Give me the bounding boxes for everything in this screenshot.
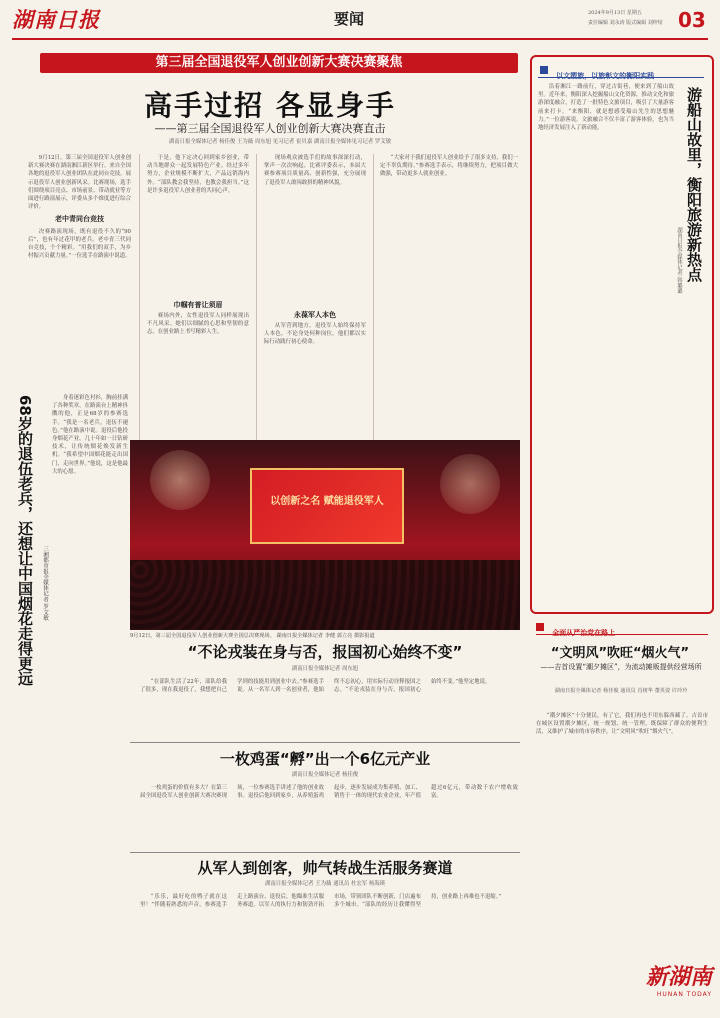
column-divider xyxy=(373,154,374,444)
story2-text xyxy=(140,678,518,744)
tag-icon xyxy=(540,66,548,74)
lead-column-3 xyxy=(264,154,366,300)
right-panel xyxy=(530,55,714,614)
lead-paragraph: 于是，他下定决心回到家乡创业，带动当地群众一起发展特色产业。经过多年努力，企业规模不断扩大，产品远销海内外。“部队教会我坚持，也教会我担当。”这是许多退役军人创业者的共同心声。 xyxy=(147,155,249,194)
watermark-logo: 新湖南 xyxy=(645,965,712,990)
right-story2-paragraph: “潮夕摊区”十分便民，有了它，我们再也不用东躲西藏了。吉首市在城区设置潮夕摊区，统一规划、统一管理，既保障了群众的便利生活，又维护了城市的市容秩序，让“文明风”吹旺“烟火气”。 xyxy=(536,713,708,736)
story3-byline: 湖南日报全媒体记者 杨佳俊 xyxy=(291,772,359,778)
right-story2-byline: 湖南日报全媒体记者 杨佳俊 通讯员 肖树华 董英姿 许玲玲 xyxy=(554,688,688,694)
story4-title: 从军人到创客，帅气转战生活服务赛道 xyxy=(197,859,453,877)
lead-column-3b xyxy=(264,322,366,442)
right-story2-title: “文明风”吹旺“烟火气” xyxy=(550,646,690,661)
staff-line: 责任编辑 刘永涛 版式编辑 刘梓煊 xyxy=(588,20,663,26)
lead-column-2b xyxy=(147,312,249,432)
vertical-story-byline: 三湘都市报全媒体记者 罗艾敏 xyxy=(42,546,48,621)
story3-text xyxy=(140,784,518,852)
panel-tag xyxy=(538,63,704,78)
banner-text: 第三届全国退役军人创业创新大赛决赛聚焦 xyxy=(155,55,403,70)
right-story2-tag-text: 全面从严治党在路上 xyxy=(552,629,616,637)
vertical-story-text xyxy=(52,394,128,984)
stage-light xyxy=(440,454,500,514)
audience xyxy=(130,560,520,630)
column-divider xyxy=(139,154,140,444)
panel-text xyxy=(538,83,674,603)
lead-paragraph: 现场观众被选手们的故事深深打动，掌声一次次响起。比赛评委表示，本届大赛参赛项目质量高、创新性强，充分展现了退役军人敢闯敢拼的精神风貌。 xyxy=(264,155,366,186)
stage-screen xyxy=(250,468,404,544)
stage-light xyxy=(150,450,210,510)
photo-caption: 9月12日，第三届全国退役军人创业创新大赛全国总决赛现场。 湖南日报全媒体记者 李健 郭立亮 摄影报道 xyxy=(130,633,375,639)
story4-text xyxy=(140,893,518,1013)
vertical-story-title: 68岁的退伍老兵，还想让中国烟花走得更远 xyxy=(16,395,34,686)
lead-paragraph: 决赛路演现场，既有退役不久的“90后”，也有年过花甲的老兵。老中青三代同台竞技，个个精彩。“用我们的双手，为乡村振兴贡献力量。”一位选手在路演中说道。 xyxy=(28,228,131,260)
page-number: 03 xyxy=(678,8,706,32)
lead-subheading-3: 永葆军人本色 xyxy=(294,311,336,319)
lead-paragraph: 从军营到地方，退役军人始终保持军人本色。不论身处何种岗位，他们都以实际行动践行初心使命。 xyxy=(264,323,366,346)
masthead-rule xyxy=(12,38,708,40)
lead-byline: 湖南日报全媒体记者 杨佳俊 王为薇 周东旭 见习记者 崔贝嘉 湖南日报全媒体见习记者 罗艾敏 xyxy=(168,139,392,145)
story3-title: 一枚鸡蛋“孵”出一个6亿元产业 xyxy=(219,750,431,768)
story4-paragraph: “乐乐，最好吃的鸭子就在这里！”伴随着熟悉的声音，参赛选手走上路演台。退役后，他瞄准生活服务赛道，以军人的执行力和韧劲开拓市场，带领团队不断创新，门店遍布多个城市。“部队的经历让我懂得坚持，创业路上再难也不退缩。” xyxy=(140,894,502,909)
story3-paragraph: 一枚鸡蛋的价值有多大？在第三届全国退役军人创业创新大赛决赛现场，一位参赛选手讲述了他的创业故事。退役后他回到家乡，从养殖蛋鸡起步，逐步发展成为集养殖、加工、销售于一体的现代农业企业，年产值超过6亿元，带动数千农户增收致富。 xyxy=(140,785,518,800)
watermark-url: HUNAN TODAY xyxy=(656,991,712,998)
panel-title: 游船山故里，衡阳旅游新热点 xyxy=(685,87,703,282)
brand-watermark xyxy=(600,960,712,1012)
date-line: 2024年9月13日 星期五 xyxy=(588,10,642,16)
story-divider xyxy=(130,852,520,853)
newspaper-logo: 湖南日报 xyxy=(12,7,100,32)
right-story2-tag xyxy=(536,620,708,635)
lead-title: 高手过招 各显身手 xyxy=(144,89,396,122)
section-title: 要闻 xyxy=(334,10,365,28)
lead-column-4 xyxy=(380,154,518,438)
story2-title: “不论戎装在身与否，报国初心始终不变” xyxy=(187,643,463,661)
lead-subheading-1: 老中青同台竞技 xyxy=(55,215,104,224)
topic-banner xyxy=(40,53,518,73)
vertical-story-paragraph: 身着迷彩色衬衫，胸前挂满了各种奖章，在路演台上精神抖擞的他，正是68岁的参赛选手。“我是一名老兵，退伍不褪色。”他在路演中说。退役后他投身烟花产业，几十年如一日钻研技术，让传统烟花焕发新生机。“我希望中国烟花能走出国门，走向世界。”他说，这是他最大的心愿。 xyxy=(52,395,128,475)
tag-icon xyxy=(536,623,544,631)
panel-paragraph: 沿着湘江一路前行，穿过古街巷，便来到了船山故里。近年来，衡阳深入挖掘船山文化资源，推动文化和旅游深度融合，打造了一批特色文旅项目，吸引了大量游客前来打卡。“来衡阳，就是想感受船山先生的思想魅力。”一位游客说。文旅融合不仅丰富了游客体验，也为当地经济发展注入了新动能。 xyxy=(538,84,674,132)
lead-paragraph: 赛场内外，女性退役军人同样展现出不凡风采。她们以细腻的心思和坚韧的意志，在创业路上书写精彩人生。 xyxy=(147,313,249,336)
story2-paragraph: “在部队生活了22年，部队给我了很多，现在我退役了，我想把自己学到的技能用到创业中去。”参赛选手说。从一名军人到一名创业者，他始终不忘初心，用实际行动诠释报国之志。“不论戎装在身与否，报国初心始终不变。”他坚定地说。 xyxy=(140,679,491,694)
event-photo xyxy=(130,440,520,630)
right-story2-subtitle: ——吉首设置“潮夕摊区”，为流动摊贩提供经营场所 xyxy=(540,663,702,671)
stage-screen-text: 以创新之名 赋能退役军人 xyxy=(270,496,384,507)
panel-tag-text: 以文塑旅，以旅彰文的衡阳实践 xyxy=(556,72,655,80)
story2-byline: 湖南日报全媒体记者 周东旭 xyxy=(291,666,359,672)
masthead xyxy=(0,0,720,40)
story-divider xyxy=(130,742,520,743)
story4-byline: 湖南日报全媒体记者 王为薇 通讯员 杜宏军 杨海瑛 xyxy=(264,881,386,887)
panel-byline: 湖南日报全媒体记者 韩璐璐 xyxy=(676,227,682,294)
lead-paragraph: 9月12日，第三届全国退役军人创业创新大赛决赛在湖南湘江新区举行。来自全国各地的退役军人创业团队在此同台竞技，展示退役军人创业创新风采。比赛现场，选手们围绕项目亮点、市场前景、带动就业等方面进行路演展示，评委从多个维度进行综合评价。 xyxy=(28,155,131,211)
column-divider xyxy=(256,154,257,444)
lead-subheading-2: 巾帼有普让须眉 xyxy=(173,301,223,309)
lead-column-2 xyxy=(147,154,249,304)
lead-subtitle: ——第三届全国退役军人创业创新大赛决赛直击 xyxy=(154,122,386,135)
lead-paragraph: “大家对于我们退役军人创业给予了很多支持，我们一定不辜负期待。”参赛选手表示，将继续努力，把项目做大做强，带动更多人就业创业。 xyxy=(380,155,518,178)
